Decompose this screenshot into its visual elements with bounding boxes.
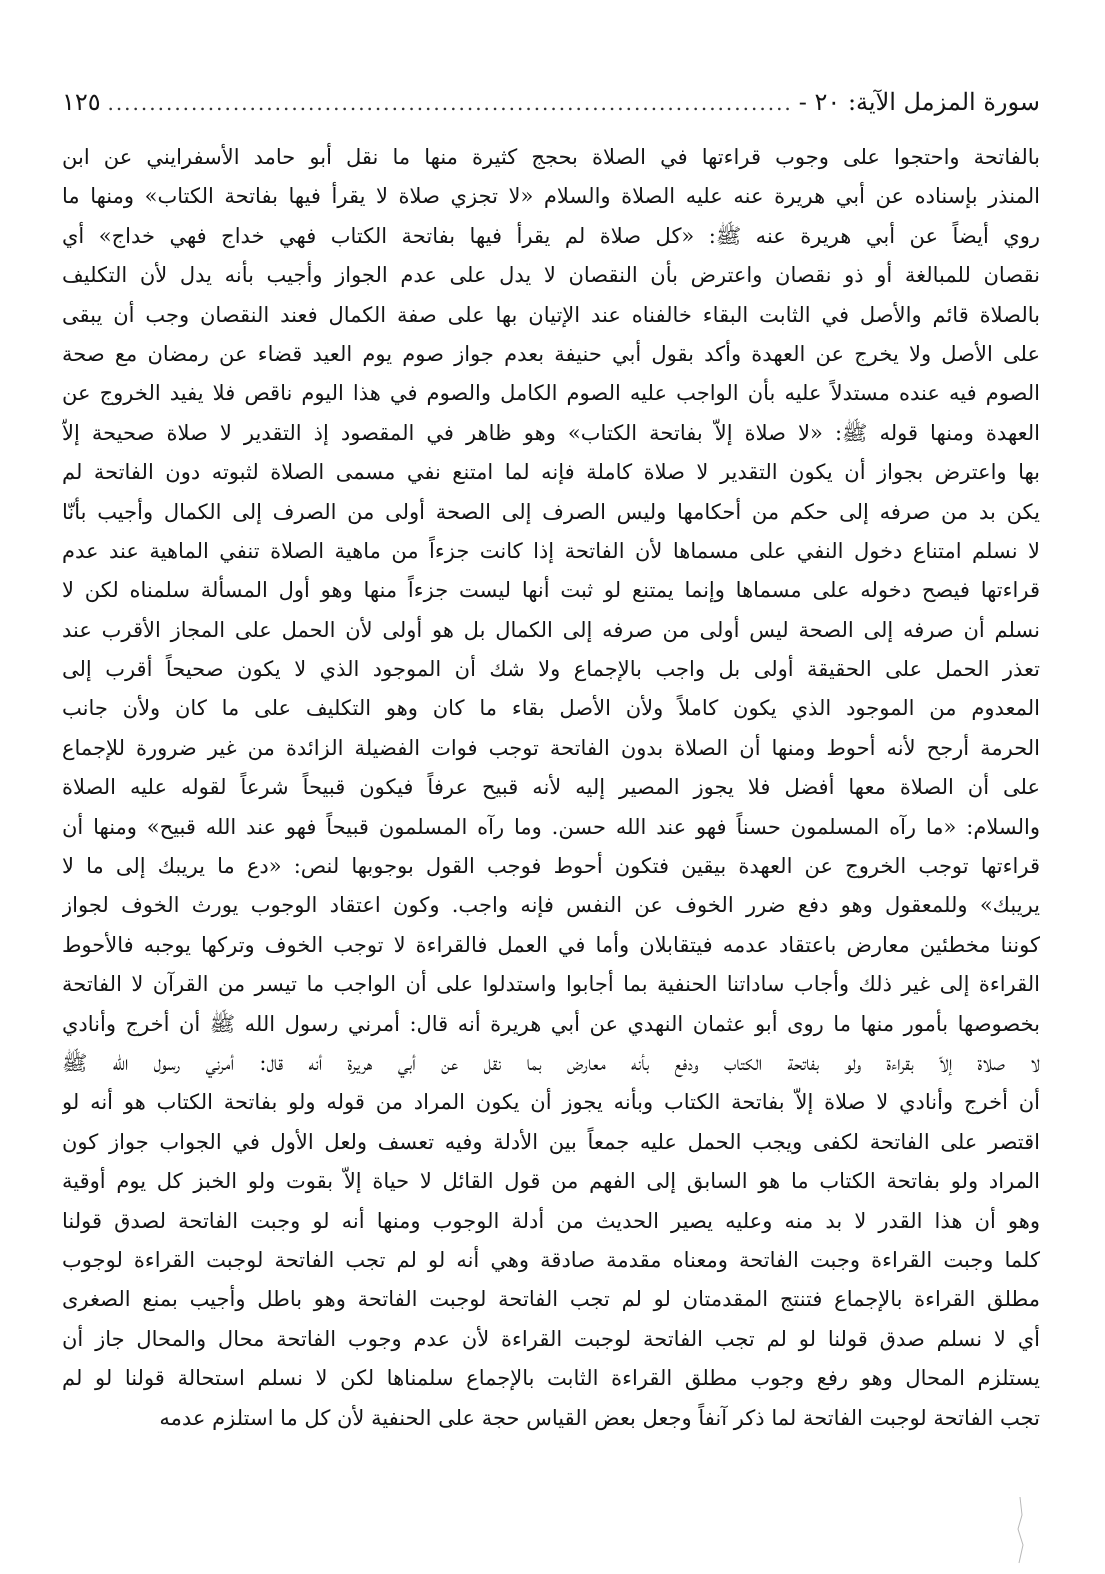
text-line: أي لا نسلم صدق قولنا لو لم تجب الفاتحة لوجبت القراءة لأن عدم وجوب الفاتحة محال والمحال جاز أن [62,1326,1040,1351]
text-line: المراد ولو بفاتحة الكتاب ما هو السابق إلى الفهم من قول القائل لا حياة إلاّ بقوت ولو الخبز كل يوم أوقية [62,1169,1040,1194]
text-line: المنذر بإسناده عن أبي هريرة عنه عليه الصلاة والسلام «لا تجزي صلاة لا يقرأ فيها بفاتحة الكتاب» ومنها ما [62,184,1040,209]
text-line: العهدة ومنها قوله ﷺ: «لا صلاة إلاّ بفاتحة الكتاب» وهو ظاهر في المقصود إذ التقدير لا صلاة صحيحة إلاّ [62,420,1040,445]
running-header [62,88,1040,128]
text-line: لا صلاة إلاّ بقراءة ولو بفاتحة الكتاب ودفع بأنه معارض بما نقل عن أبي هريرة أنه قال: أمرني رسول الله ﷺ [62,1050,1040,1075]
text-line: روي أيضاً عن أبي هريرة عنه ﷺ: «كل صلاة لم يقرأ فيها بفاتحة الكتاب فهي خداج فهي خداج» أي [62,223,1040,248]
text-line: تجب الفاتحة لوجبت الفاتحة لما ذكر آنفاً وجعل بعض القياس حجة على الحنفية لأن كل ما استلزم عدمه [159,1405,1040,1430]
margin-mark [1010,1495,1030,1565]
text-line: القراءة إلى غير ذلك وأجاب ساداتنا الحنفية بما أجابوا واستدلوا على أن الواجب ما تيسر من القرآن لا الفاتحة [62,972,1040,997]
text-line: كلما وجبت القراءة وجبت الفاتحة ومعناه مقدمة صادقة وهي أنه لو لم تجب الفاتحة لوجبت القراءة لوجوب [62,1247,1040,1272]
text-line: على الأصل ولا يخرج عن العهدة وأكد بقول أبي حنيفة بعدم جواز صوم يوم العيد قضاء عن رمضان مع صحة [62,341,1040,366]
text-line: تعذر الحمل على الحقيقة أولى بل واجب بالإجماع ولا شك أن الموجود الذي لا يكون صحيحاً أقرب إلى [62,657,1040,682]
text-line: بخصوصها بأمور منها ما روى أبو عثمان النهدي عن أبي هريرة أنه قال: أمرني رسول الله ﷺ أن أخرج وأنادي [62,1011,1040,1036]
text-line: قراءتها توجب الخروج عن العهدة بيقين فتكون أحوط فوجب القول بوجوبها لنص: «دع ما يريبك إلى ما لا [62,854,1040,879]
body-text [62,138,1040,1438]
text-line: مطلق القراءة بالإجماع فتنتج المقدمتان لو لم تجب الفاتحة لوجبت الفاتحة وهو باطل وأجيب بمنع الصغرى [62,1287,1040,1312]
text-line: بالصلاة قائم والأصل في الثابت البقاء خالفناه عند الإتيان بها على صفة الكمال فعند النقصان وجب أن يبقى [62,302,1040,327]
page-number: ١٢٥ [62,88,101,116]
text-line: قراءتها فيصح دخوله على مسماها وإنما يمتنع لو ثبت أنها ليست جزءاً منها وهو أول المسألة سلمناه لكن لا [62,578,1040,603]
text-line: المعدوم من الموجود الذي يكون كاملاً ولأن الأصل بقاء ما كان وهو التكليف على ما كان ولأن جانب [62,696,1040,721]
text-line: أن أخرج وأنادي لا صلاة إلاّ بفاتحة الكتاب وبأنه يجوز أن يكون المراد من قوله ولو بفاتحة الكتاب هو أنه لو [62,1090,1040,1115]
text-line: يستلزم المحال وهو رفع وجوب مطلق القراءة الثابت بالإجماع سلمناها لكن لا نسلم استحالة قولنا لو لم [62,1366,1040,1391]
text-line: نقصان للمبالغة أو ذو نقصان واعترض بأن النقصان لا يدل على عدم الجواز وأجيب بأنه يدل لأن التكليف [62,263,1040,288]
text-line: لا نسلم امتناع دخول النفي على مسماها لأن الفاتحة إذا كانت جزءاً من ماهية الصلاة تنفي الماهية عند عدم [62,538,1040,563]
text-line: نسلم أن صرفه إلى الصحة ليس أولى من صرفه إلى الكمال بل هو أولى لأن الحمل على المجاز الأقرب عند [62,617,1040,642]
text-line: بها واعترض بجواز أن يكون التقدير لا صلاة كاملة فإنه لما امتنع نفي مسمى الصلاة لثبوته دون الفاتحة لم [62,460,1040,485]
text-line: كوننا مخطئين معارض باعتقاد عدمه فيتقابلان وأما في العمل فالقراءة لا توجب الخوف وتركها يوجبه فالأحوط [62,932,1040,957]
text-line: على أن الصلاة معها أفضل فلا يجوز المصير إليه لأنه قبيح عرفاً فيكون قبيحاً شرعاً لقوله عليه الصلاة [62,775,1040,800]
text-line: اقتصر على الفاتحة لكفى ويجب الحمل عليه جمعاً بين الأدلة وفيه تعسف ولعل الأول في الجواب جواز كون [62,1129,1040,1154]
text-line: وهو أن هذا القدر لا بد منه وعليه يصير الحديث من أدلة الوجوب ومنها أنه لو وجبت الفاتحة لصدق قولنا [62,1208,1040,1233]
text-line: يكن بد من صرفه إلى حكم من أحكامها وليس الصرف إلى الصحة أولى من الصرف إلى الكمال وأجيب بأنّا [62,499,1040,524]
surah-verse-title: سورة المزمل الآية: ٢٠ - [798,88,1040,116]
text-line: والسلام: «ما رآه المسلمون حسناً فهو عند الله حسن. وما رآه المسلمون قبيحاً فهو عند الله قبيح» ومنها أن [62,814,1040,839]
text-line: يريبك» وللمعقول وهو دفع ضرر الخوف عن النفس فإنه واجب. وكون اعتقاد الوجوب يورث الخوف لجواز [62,893,1040,918]
text-line: الحرمة أرجح لأنه أحوط ومنها أن الصلاة بدون الفاتحة توجب فوات الفضيلة الزائدة من غير ضرورة للإجماع [62,735,1040,760]
leader-dots [107,91,793,115]
text-line: بالفاتحة واحتجوا على وجوب قراءتها في الصلاة بحجج كثيرة منها ما نقل أبو حامد الأسفرايني عن ابن [62,145,1040,169]
text-line: الصوم فيه عنده مستدلاً عليه بأن الواجب عليه الصوم الكامل والصوم في هذا اليوم ناقص فلا يفيد الخروج عن [62,381,1040,406]
